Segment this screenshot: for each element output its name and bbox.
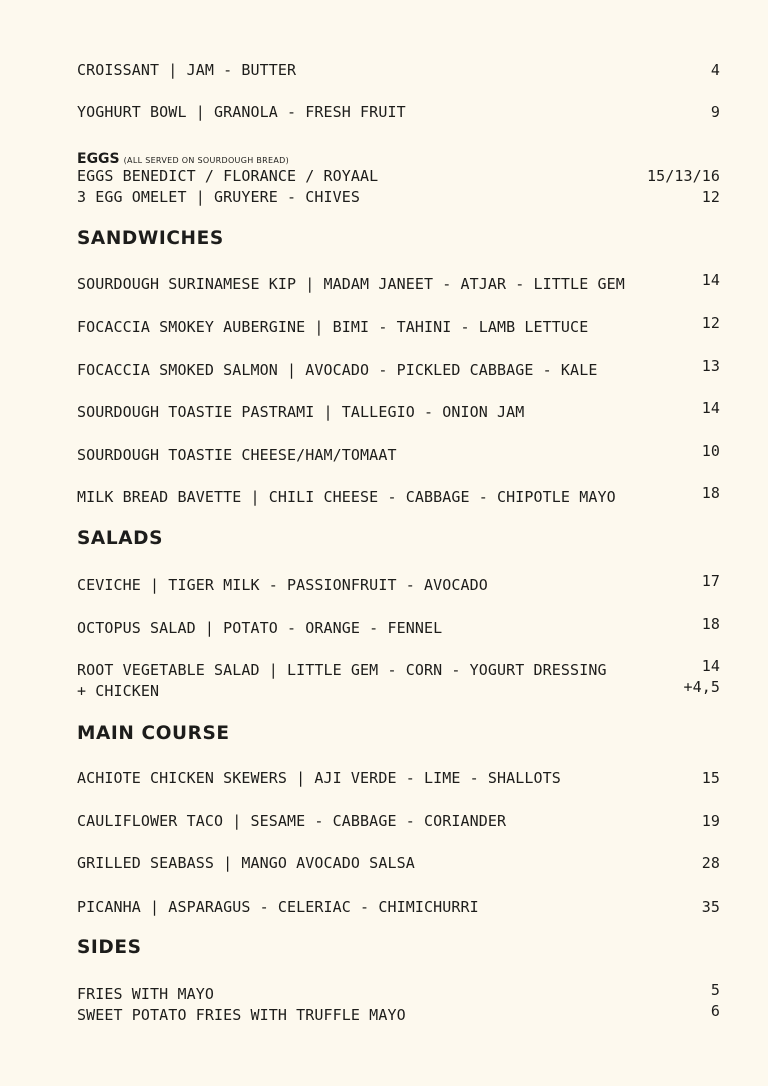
section-title-salads: SALADS [77, 528, 164, 549]
item-name: EGGS BENEDICT / FLORANCE / ROYAAL [77, 167, 379, 185]
item-price: 6 [710, 1002, 720, 1020]
item-price: 9 [710, 103, 720, 121]
item-price: 13 [701, 357, 720, 375]
item-price: 17 [701, 572, 720, 590]
item-price: 35 [701, 898, 720, 916]
item-price: 19 [701, 812, 720, 830]
eggs-heading [77, 148, 289, 167]
item-name: SOURDOUGH TOASTIE CHEESE/HAM/TOMAAT [77, 446, 397, 464]
item-price: 10 [701, 442, 720, 460]
item-price: 14 [701, 657, 720, 675]
item-price: 14 [701, 399, 720, 417]
item-name: MILK BREAD BAVETTE | CHILI CHEESE - CABBAGE - CHIPOTLE MAYO [77, 488, 616, 506]
item-price: 12 [701, 314, 720, 332]
item-name: SOURDOUGH TOASTIE PASTRAMI | TALLEGIO - ONION JAM [77, 403, 525, 421]
item-name: ACHIOTE CHICKEN SKEWERS | AJI VERDE - LIME - SHALLOTS [77, 769, 561, 787]
section-title-sandwiches: SANDWICHES [77, 228, 224, 249]
item-extra-name: + CHICKEN [77, 682, 160, 700]
item-name: CROISSANT | JAM - BUTTER [77, 61, 297, 79]
item-price: 18 [701, 615, 720, 633]
item-price: 18 [701, 484, 720, 502]
section-title-sides: SIDES [77, 937, 142, 958]
item-name: PICANHA | ASPARAGUS - CELERIAC - CHIMICHURRI [77, 898, 479, 916]
item-name: SWEET POTATO FRIES WITH TRUFFLE MAYO [77, 1006, 406, 1024]
item-name: FRIES WITH MAYO [77, 985, 214, 1003]
item-name: OCTOPUS SALAD | POTATO - ORANGE - FENNEL [77, 619, 443, 637]
item-extra-price: +4,5 [683, 678, 720, 696]
item-name: FOCACCIA SMOKED SALMON | AVOCADO - PICKLED CABBAGE - KALE [77, 361, 598, 379]
eggs-title: EGGS [77, 151, 120, 167]
item-price: 28 [701, 854, 720, 872]
item-name: FOCACCIA SMOKEY AUBERGINE | BIMI - TAHINI - LAMB LETTUCE [77, 318, 589, 336]
item-price: 15/13/16 [646, 167, 720, 185]
item-name: GRILLED SEABASS | MANGO AVOCADO SALSA [77, 854, 415, 872]
item-price: 4 [710, 61, 720, 79]
item-price: 5 [710, 981, 720, 999]
item-price: 12 [701, 188, 720, 206]
item-name: 3 EGG OMELET | GRUYERE - CHIVES [77, 188, 361, 206]
item-name: CEVICHE | TIGER MILK - PASSIONFRUIT - AVOCADO [77, 576, 488, 594]
item-name: YOGHURT BOWL | GRANOLA - FRESH FRUIT [77, 103, 406, 121]
item-price: 14 [701, 271, 720, 289]
section-title-main-course: MAIN COURSE [77, 723, 230, 744]
item-name: SOURDOUGH SURINAMESE KIP | MADAM JANEET - ATJAR - LITTLE GEM [77, 275, 625, 293]
eggs-note: (ALL SERVED ON SOURDOUGH BREAD) [123, 156, 290, 165]
item-price: 15 [701, 769, 720, 787]
item-name: CAULIFLOWER TACO | SESAME - CABBAGE - CORIANDER [77, 812, 507, 830]
item-name: ROOT VEGETABLE SALAD | LITTLE GEM - CORN - YOGURT DRESSING [77, 661, 607, 679]
